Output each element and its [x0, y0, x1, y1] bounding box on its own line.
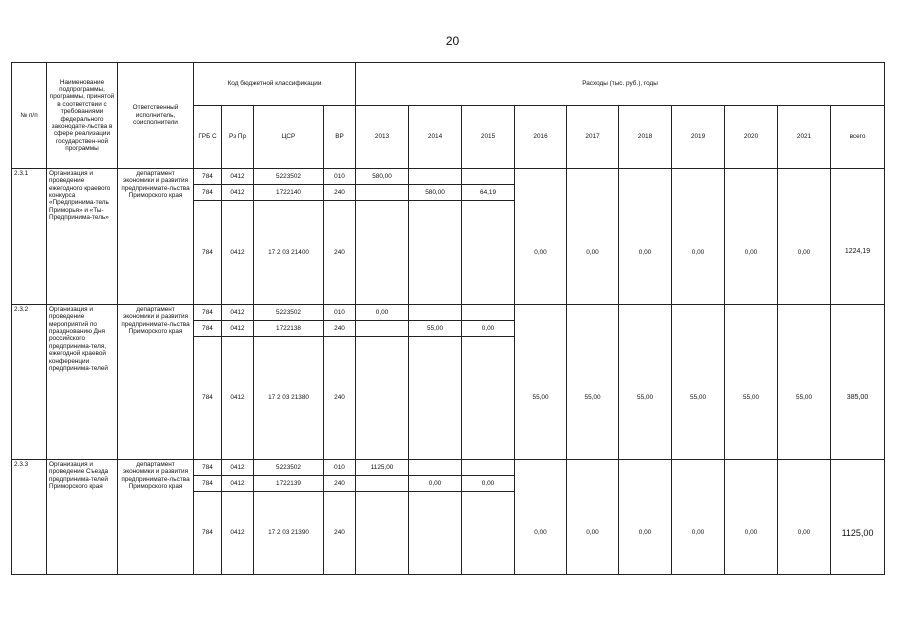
budget-table — [11, 62, 885, 575]
header-expenses-group: Расходы (тыс. руб.), годы — [356, 63, 885, 106]
value-2013 — [356, 201, 409, 305]
value-2014 — [409, 305, 462, 321]
header-grbs: ГРБ С — [194, 106, 222, 169]
table-row — [12, 460, 885, 476]
value-year-blank — [619, 460, 672, 492]
value-year-2019: 0,00 — [672, 201, 725, 305]
value-2015: 64,19 — [462, 185, 515, 201]
vr-cell: 010 — [324, 460, 356, 476]
rzpr-cell: 0412 — [222, 460, 254, 476]
csr-cell: 17 2 03 21390 — [254, 492, 324, 575]
value-2015 — [462, 460, 515, 476]
value-2015: 0,00 — [462, 476, 515, 492]
csr-cell: 5223502 — [254, 305, 324, 321]
value-year-2018: 0,00 — [619, 201, 672, 305]
header-year: 2016 — [515, 106, 567, 169]
rzpr-cell: 0412 — [222, 337, 254, 460]
row-number: 2.3.1 — [12, 169, 47, 305]
value-2013 — [356, 492, 409, 575]
grbs-cell: 784 — [194, 476, 222, 492]
value-year-2018: 0,00 — [619, 492, 672, 575]
header-year: 2013 — [356, 106, 409, 169]
value-year-blank — [778, 460, 831, 492]
header-year: 2018 — [619, 106, 672, 169]
value-year-2016: 55,00 — [515, 337, 567, 460]
header-year: 2017 — [567, 106, 619, 169]
rzpr-cell: 0412 — [222, 201, 254, 305]
csr-cell: 1722140 — [254, 185, 324, 201]
value-2015 — [462, 492, 515, 575]
csr-cell: 5223502 — [254, 169, 324, 185]
vr-cell: 240 — [324, 201, 356, 305]
table-row — [12, 169, 885, 185]
rzpr-cell: 0412 — [222, 185, 254, 201]
grbs-cell: 784 — [194, 321, 222, 337]
grbs-cell: 784 — [194, 169, 222, 185]
value-2014 — [409, 201, 462, 305]
row-number: 2.3.2 — [12, 305, 47, 460]
row-total: 1224,19 — [831, 201, 885, 305]
rzpr-cell: 0412 — [222, 476, 254, 492]
header-year: 2019 — [672, 106, 725, 169]
header-csr: ЦСР — [254, 106, 324, 169]
row-name: Организация и проведение ежегодного краевого конкурса «Предпринима-тель Приморья» и «Ты-Предпринима-тель» — [47, 169, 118, 305]
value-year-blank — [567, 460, 619, 492]
rzpr-cell: 0412 — [222, 492, 254, 575]
value-year-blank — [725, 460, 778, 492]
vr-cell: 010 — [324, 305, 356, 321]
value-year-2021: 0,00 — [778, 492, 831, 575]
value-year-blank — [672, 305, 725, 337]
value-year-blank — [567, 305, 619, 337]
value-2014: 580,00 — [409, 185, 462, 201]
row-responsible: департамент экономики и развития предпринимате-льства Приморского края — [118, 169, 194, 305]
value-2013 — [356, 476, 409, 492]
value-year-blank — [619, 169, 672, 201]
grbs-cell: 784 — [194, 201, 222, 305]
grbs-cell: 784 — [194, 185, 222, 201]
csr-cell: 1722138 — [254, 321, 324, 337]
grbs-cell: 784 — [194, 460, 222, 476]
value-year-blank — [515, 460, 567, 492]
row-name: Организация и проведение мероприятий по празднованию Дня российского предпринима-теля, ежегодной краевой конференции предпринима-телей — [47, 305, 118, 460]
table-row — [12, 305, 885, 321]
csr-cell: 17 2 03 21380 — [254, 337, 324, 460]
row-name: Организация и проведение Съезда предпринима-телей Приморского края — [47, 460, 118, 575]
value-2015: 0,00 — [462, 321, 515, 337]
vr-cell: 240 — [324, 185, 356, 201]
value-year-2018: 55,00 — [619, 337, 672, 460]
row-responsible: департамент экономики и развития предпринимате-льства Приморского края — [118, 305, 194, 460]
row-total: 1125,00 — [831, 492, 885, 575]
total-blank — [831, 305, 885, 337]
csr-cell: 1722139 — [254, 476, 324, 492]
value-year-blank — [778, 169, 831, 201]
total-blank — [831, 169, 885, 201]
value-2015 — [462, 305, 515, 321]
value-2013 — [356, 185, 409, 201]
value-year-blank — [778, 305, 831, 337]
value-year-2017: 0,00 — [567, 492, 619, 575]
grbs-cell: 784 — [194, 305, 222, 321]
header-kbk-group: Код бюджетной классификации — [194, 63, 356, 106]
value-2015 — [462, 201, 515, 305]
value-year-blank — [672, 460, 725, 492]
value-2013: 1125,00 — [356, 460, 409, 476]
value-year-2020: 0,00 — [725, 492, 778, 575]
rzpr-cell: 0412 — [222, 169, 254, 185]
total-blank — [831, 460, 885, 492]
value-year-2017: 0,00 — [567, 201, 619, 305]
csr-cell: 17 2 03 21400 — [254, 201, 324, 305]
csr-cell: 5223502 — [254, 460, 324, 476]
value-2013 — [356, 321, 409, 337]
header-total: всего — [831, 106, 885, 169]
header-rzpr: Рз Пр — [222, 106, 254, 169]
value-year-2020: 0,00 — [725, 201, 778, 305]
value-2014 — [409, 169, 462, 185]
value-2014: 55,00 — [409, 321, 462, 337]
header-year: 2014 — [409, 106, 462, 169]
value-year-blank — [619, 305, 672, 337]
header-year: 2015 — [462, 106, 515, 169]
value-year-blank — [725, 305, 778, 337]
rzpr-cell: 0412 — [222, 305, 254, 321]
value-year-2020: 55,00 — [725, 337, 778, 460]
grbs-cell: 784 — [194, 337, 222, 460]
value-2014 — [409, 492, 462, 575]
header-num: № п/п — [12, 63, 47, 169]
value-year-2021: 0,00 — [778, 201, 831, 305]
value-2013 — [356, 337, 409, 460]
vr-cell: 240 — [324, 476, 356, 492]
value-year-blank — [515, 305, 567, 337]
grbs-cell: 784 — [194, 492, 222, 575]
value-year-blank — [672, 169, 725, 201]
value-year-2016: 0,00 — [515, 201, 567, 305]
vr-cell: 010 — [324, 169, 356, 185]
value-2015 — [462, 337, 515, 460]
row-responsible: департамент экономики и развития предпринимате-льства Приморского края — [118, 460, 194, 575]
header-year: 2021 — [778, 106, 831, 169]
value-2014 — [409, 460, 462, 476]
header-name: Наименование подпрограммы, программы, принятой в соответствии с требованиями федерального законодате-льства в сфере реализации государствен-ной программы — [47, 63, 118, 169]
value-2015 — [462, 169, 515, 185]
row-total: 385,00 — [831, 337, 885, 460]
value-year-2021: 55,00 — [778, 337, 831, 460]
value-year-2017: 55,00 — [567, 337, 619, 460]
rzpr-cell: 0412 — [222, 321, 254, 337]
row-number: 2.3.3 — [12, 460, 47, 575]
page-number: 20 — [445, 34, 460, 48]
value-year-2019: 55,00 — [672, 337, 725, 460]
value-year-2019: 0,00 — [672, 492, 725, 575]
value-year-blank — [515, 169, 567, 201]
value-year-blank — [567, 169, 619, 201]
header-vr: ВР — [324, 106, 356, 169]
vr-cell: 240 — [324, 321, 356, 337]
header-responsible: Ответственный исполнитель, соисполнители — [118, 63, 194, 169]
value-year-2016: 0,00 — [515, 492, 567, 575]
value-2013: 0,00 — [356, 305, 409, 321]
vr-cell: 240 — [324, 492, 356, 575]
value-year-blank — [725, 169, 778, 201]
value-2013: 580,00 — [356, 169, 409, 185]
value-2014: 0,00 — [409, 476, 462, 492]
header-year: 2020 — [725, 106, 778, 169]
value-2014 — [409, 337, 462, 460]
vr-cell: 240 — [324, 337, 356, 460]
